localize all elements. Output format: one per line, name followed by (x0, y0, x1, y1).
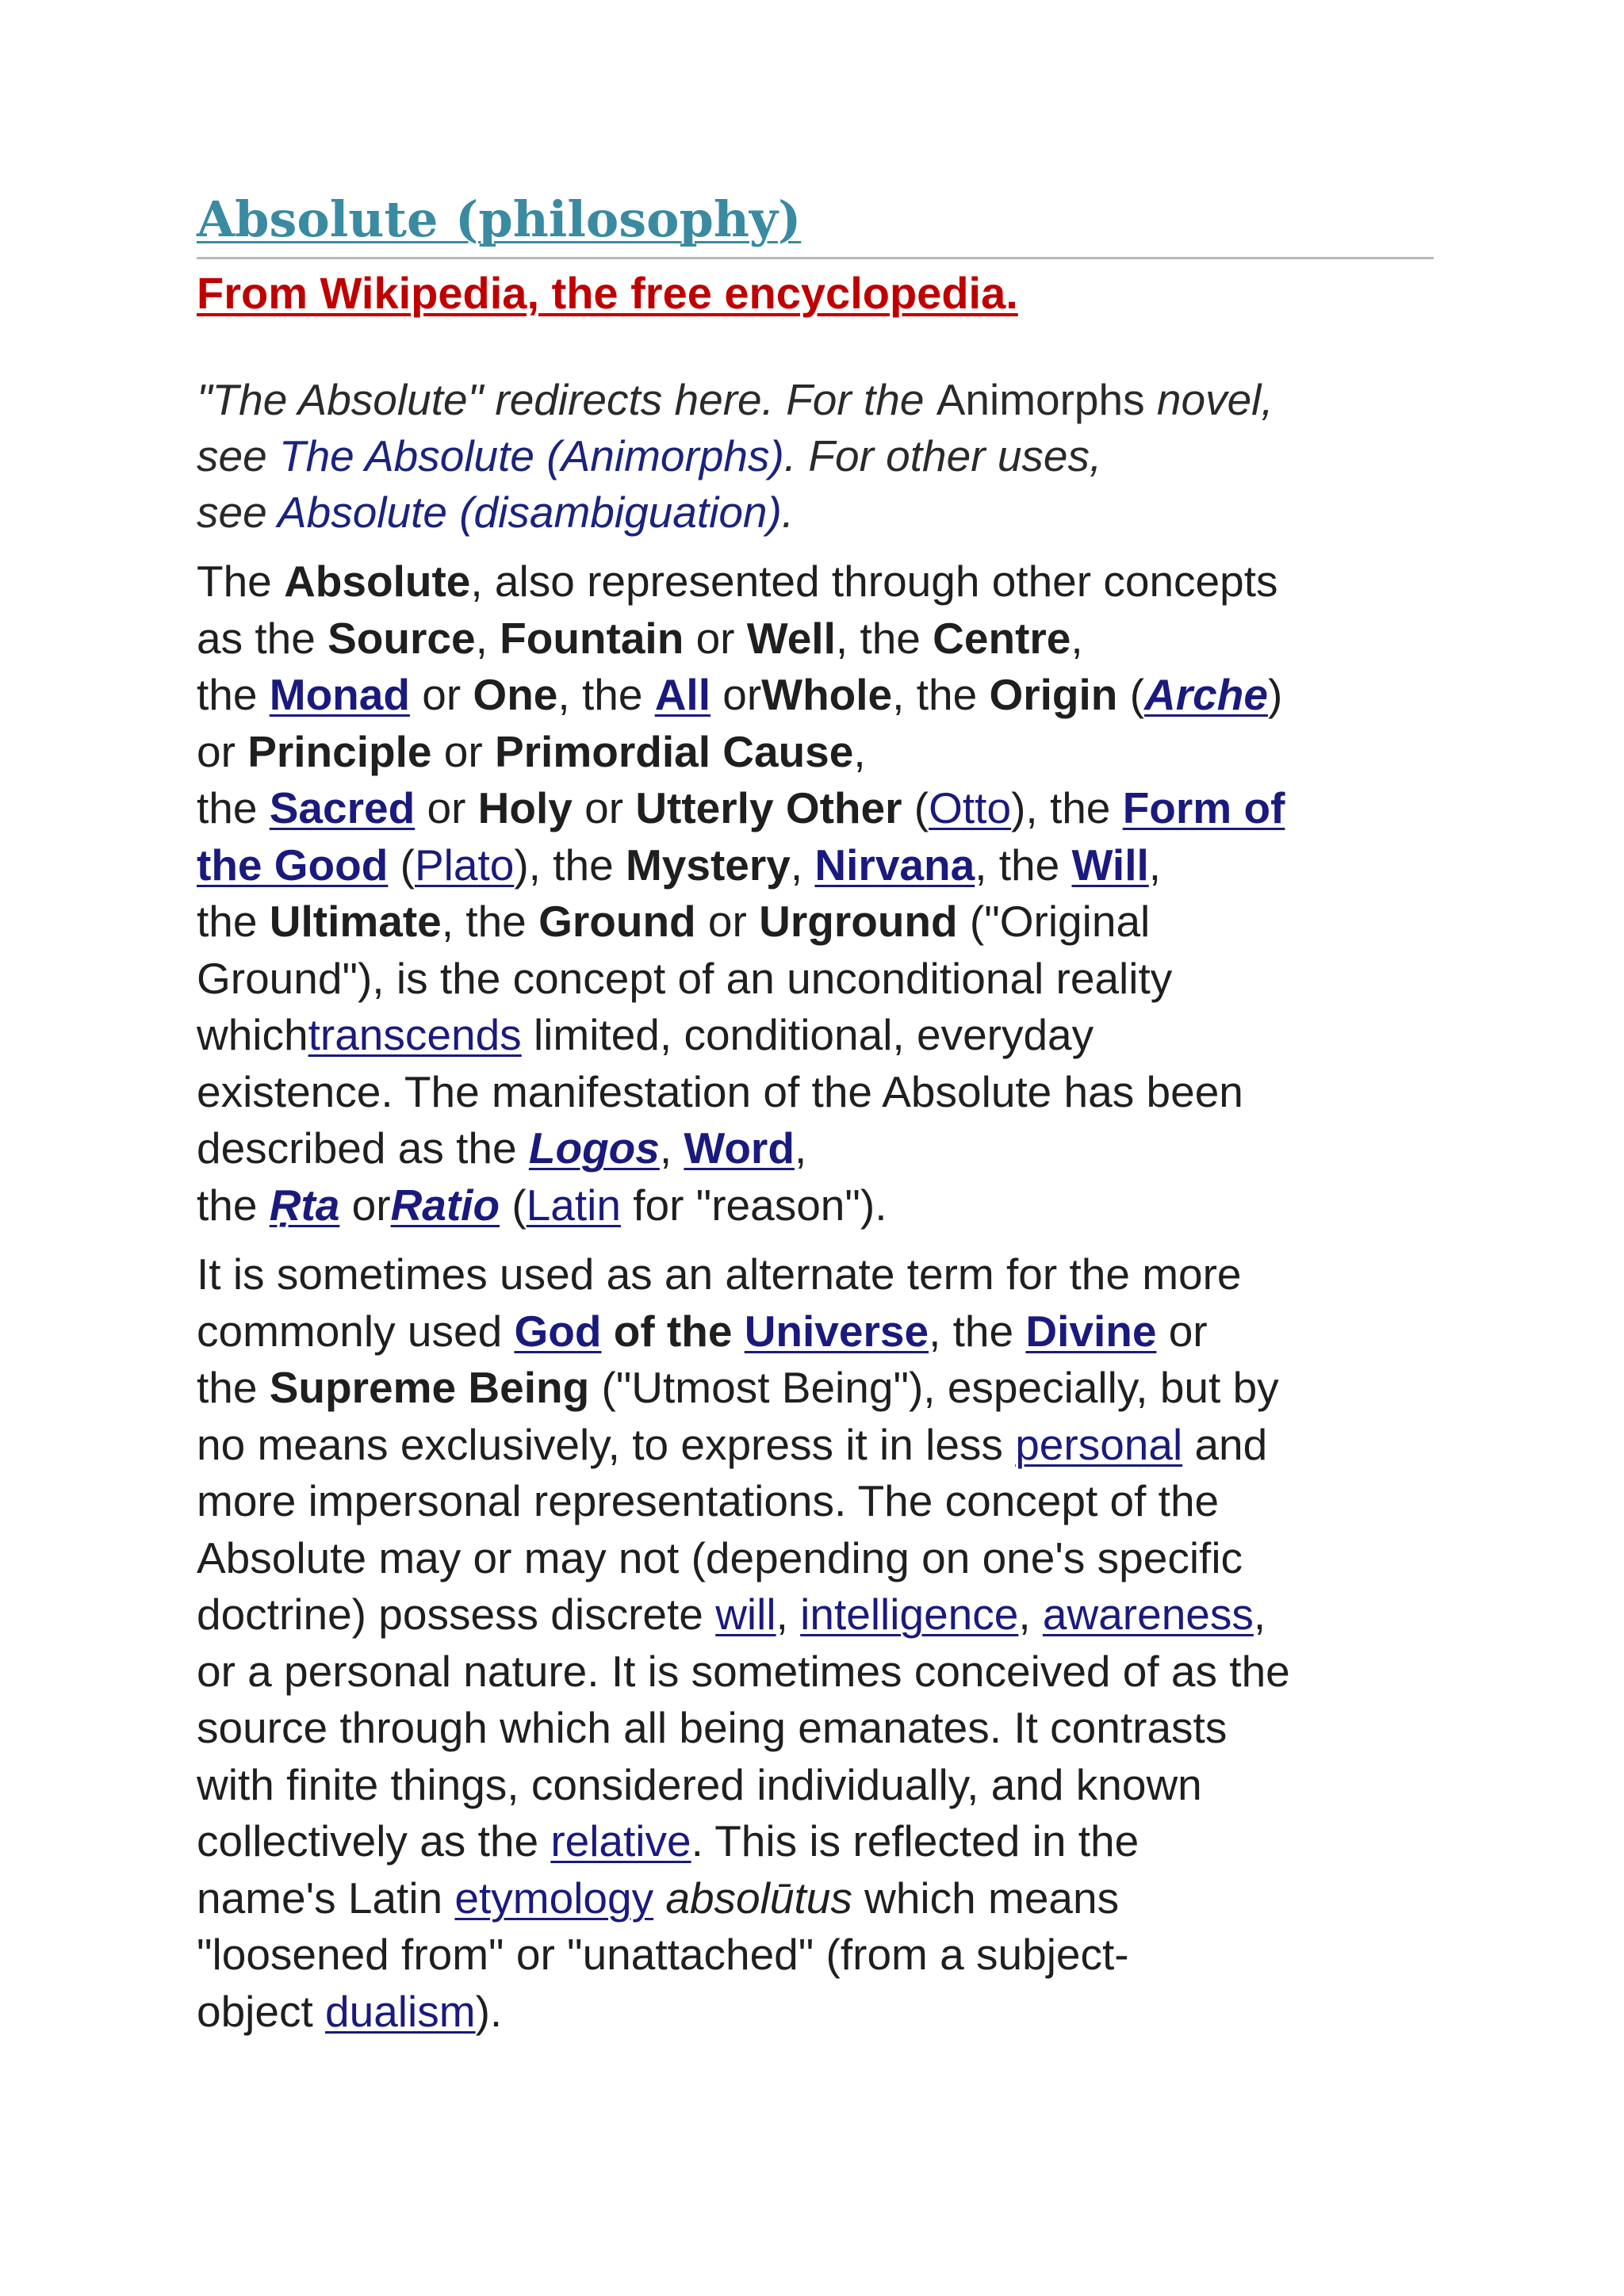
link-logos[interactable]: Logos (528, 1123, 660, 1173)
link-form-of-the-good-cont[interactable]: the Good (197, 840, 389, 890)
link-rta[interactable]: Ṛta (269, 1180, 340, 1230)
term-fountain: Fountain (500, 613, 684, 663)
term-one: One (473, 670, 558, 719)
paragraph-1: The Absolute, also represented through other concepts as the Source, Fountain or Well, the Centre, the Monad or One, the All orWhole, the Origin (Arche) or Principle or Primordial Cause, the Sacred or Holy or Utterly Other (Otto), the Form of the Good (Plato), the Mystery, Nirvana, the Will, the Ultimate, the Ground or Urground ("Original Ground"), is the concept of an unconditional reality whichtranscends limited, conditional, everyday existence. The manifestation of the Absolute has been described as the Logos, Word, the Ṛta orRatio (Latin for "reason"). (197, 557, 1285, 1230)
term-supreme-being: Supreme Being (269, 1363, 590, 1412)
hatnote-text: Animorphs (936, 375, 1145, 424)
link-form-of-the-good[interactable]: Form of (1122, 783, 1285, 832)
link-monad[interactable]: Monad (269, 670, 410, 719)
link-god[interactable]: God (514, 1306, 602, 1356)
link-will[interactable]: Will (1071, 840, 1149, 890)
link-will-lower[interactable]: will (715, 1590, 776, 1639)
term-absolute: Absolute (284, 557, 471, 606)
term-principle: Principle (247, 726, 432, 776)
article-content (197, 187, 1434, 2040)
hatnote-link-animorphs[interactable]: The Absolute (Animorphs) (278, 431, 784, 480)
term-mystery: Mystery (625, 840, 791, 890)
term-centre: Centre (933, 613, 1071, 663)
page-subtitle: From Wikipedia, the free encyclopedia. (197, 268, 1018, 318)
hatnote-line: see Absolute (disambiguation). (197, 488, 795, 537)
link-etymology[interactable]: etymology (454, 1873, 654, 1923)
term-ultimate: Ultimate (269, 897, 442, 946)
link-intelligence[interactable]: intelligence (800, 1590, 1019, 1639)
term-utterly-other: Utterly Other (635, 783, 902, 832)
term-well: Well (746, 613, 836, 663)
link-awareness[interactable]: awareness (1042, 1590, 1254, 1639)
term-absolutus: absolūtus (665, 1873, 852, 1923)
link-word[interactable]: Word (684, 1123, 795, 1173)
term-ground: Ground (538, 897, 696, 946)
paragraph-2: It is sometimes used as an alternate term for the more commonly used God of the Universe, the Divine or the Supreme Being ("Utmost Being"), especially, but by no means exclusively, to express it in less personal and more impersonal representations. The concept of the Absolute may or may not (depending on one's specific doctrine) possess discrete will, intelligence, awareness, or a personal nature. It is sometimes conceived of as the source through which all being emanates. It contrasts with finite things, considered individually, and known collectively as the relative. This is reflected in the name's Latin etymology absolūtus which means "loosened from" or "unattached" (from a subject- object dualism). (197, 1249, 1290, 2036)
link-divine[interactable]: Divine (1025, 1306, 1157, 1356)
link-plato[interactable]: Plato (414, 840, 515, 890)
term-whole: Whole (761, 670, 893, 719)
link-universe[interactable]: Universe (744, 1306, 929, 1356)
term-source: Source (327, 613, 476, 663)
link-transcends[interactable]: transcends (308, 1010, 522, 1059)
link-ratio[interactable]: Ratio (390, 1180, 500, 1230)
link-nirvana[interactable]: Nirvana (814, 840, 975, 890)
link-personal[interactable]: personal (1015, 1419, 1183, 1469)
link-latin[interactable]: Latin (526, 1180, 621, 1230)
link-dualism[interactable]: dualism (325, 1986, 476, 2036)
page-title: Absolute (philosophy) (197, 190, 802, 248)
link-relative[interactable]: relative (550, 1816, 691, 1866)
term-urground: Urground (759, 897, 958, 946)
link-otto[interactable]: Otto (929, 783, 1012, 832)
hatnote (197, 372, 1434, 541)
link-arche[interactable]: Arche (1144, 670, 1268, 719)
link-sacred[interactable]: Sacred (269, 783, 416, 832)
term-origin: Origin (989, 670, 1118, 719)
hatnote-line: "The Absolute" redirects here. For the Animorphs novel, (197, 375, 1274, 424)
link-all[interactable]: All (654, 670, 710, 719)
hatnote-line: see The Absolute (Animorphs). For other uses, (197, 431, 1102, 480)
term-primordial-cause: Primordial Cause (494, 726, 854, 776)
hatnote-link-disambiguation[interactable]: Absolute (disambiguation) (277, 488, 782, 537)
term-holy: Holy (477, 783, 573, 832)
